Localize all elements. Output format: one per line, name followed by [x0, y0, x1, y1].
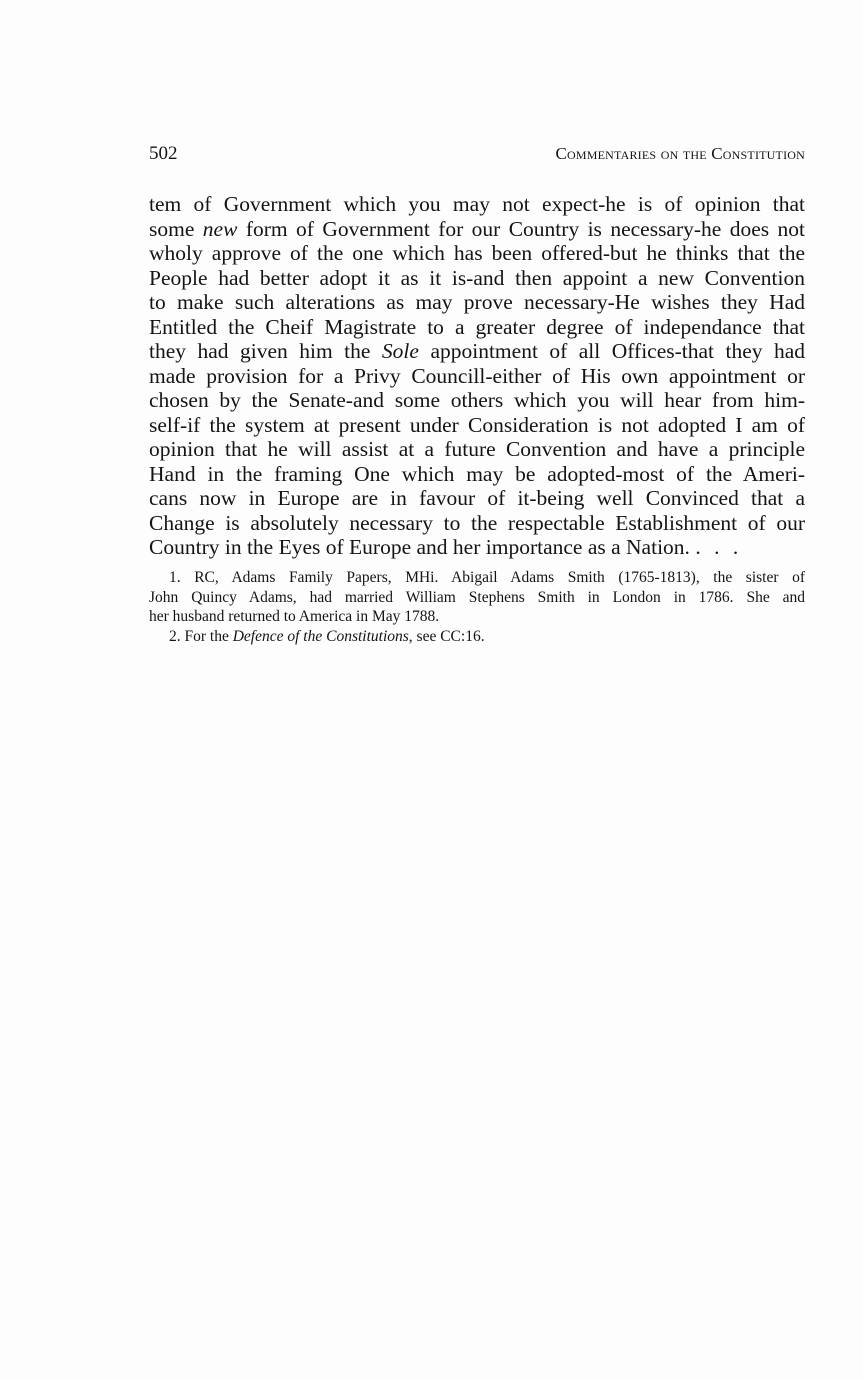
footnote-1-line: her husband returned to America in May 1788. [149, 608, 440, 625]
body-line-prefix: some [149, 216, 195, 241]
footnote-2-title: Defence of the Constitutions [232, 627, 409, 645]
body-line: wholy approve of the one which has been offered-but he thinks that the [149, 241, 805, 265]
body-line: opinion that he will assist at a future Convention and have a principle [149, 437, 805, 461]
body-line: Hand in the framing One which may be adopted-most of the Ameri- [149, 461, 805, 486]
body-line: made provision for a Privy Councill-either of His own appointment or [149, 363, 805, 388]
body-line: tem of Government which you may not expect-he is of opinion that [149, 192, 805, 216]
footnote-1-line: John Quincy Adams, had married William Stephens Smith in London in 1786. She and [149, 588, 805, 606]
body-line [149, 339, 805, 364]
body-line-rest: form of Government for our Country is necessary-he does not [245, 216, 806, 241]
body-line [149, 217, 805, 242]
body-line: to make such alterations as may prove necessary-He wishes they Had [149, 290, 805, 314]
letter-body [149, 192, 805, 560]
footnote-2 [149, 627, 805, 647]
body-line: People had better adopt it as it is-and then appoint a new Convention [149, 265, 805, 290]
body-line-text: Country in the Eyes of Europe and her importance as a Nation. [149, 535, 690, 559]
body-line: Entitled the Cheif Magistrate to a greater degree of independance that [149, 314, 805, 339]
running-title: Commentaries on the Constitution [555, 144, 805, 163]
body-line: chosen by the Senate-and some others which you will hear from him- [149, 388, 805, 412]
body-line [149, 535, 805, 560]
footnote-2-prefix: 2. For the [169, 627, 229, 645]
body-line: self-if the system at present under Consideration is not adopted I am of [149, 412, 805, 437]
body-line-prefix: they had given him the [149, 339, 371, 363]
ellipsis: . . . [695, 535, 743, 559]
footnote-1-line: 1. RC, Adams Family Papers, MHi. Abigail Adams Smith (1765-1813), the sister of [169, 569, 805, 586]
body-line: cans now in Europe are in favour of it-being well Convinced that a [149, 486, 805, 510]
body-line: Change is absolutely necessary to the respectable Establishment of our [149, 510, 805, 535]
page-number: 502 [149, 143, 178, 164]
body-line-rest: appointment of all Offices-that they had [430, 339, 806, 363]
running-head [149, 141, 805, 167]
footnotes [149, 568, 805, 646]
italic-emphasis: new [202, 216, 238, 241]
italic-emphasis: Sole [381, 339, 419, 363]
footnote-2-suffix: , see CC:16. [408, 627, 485, 645]
